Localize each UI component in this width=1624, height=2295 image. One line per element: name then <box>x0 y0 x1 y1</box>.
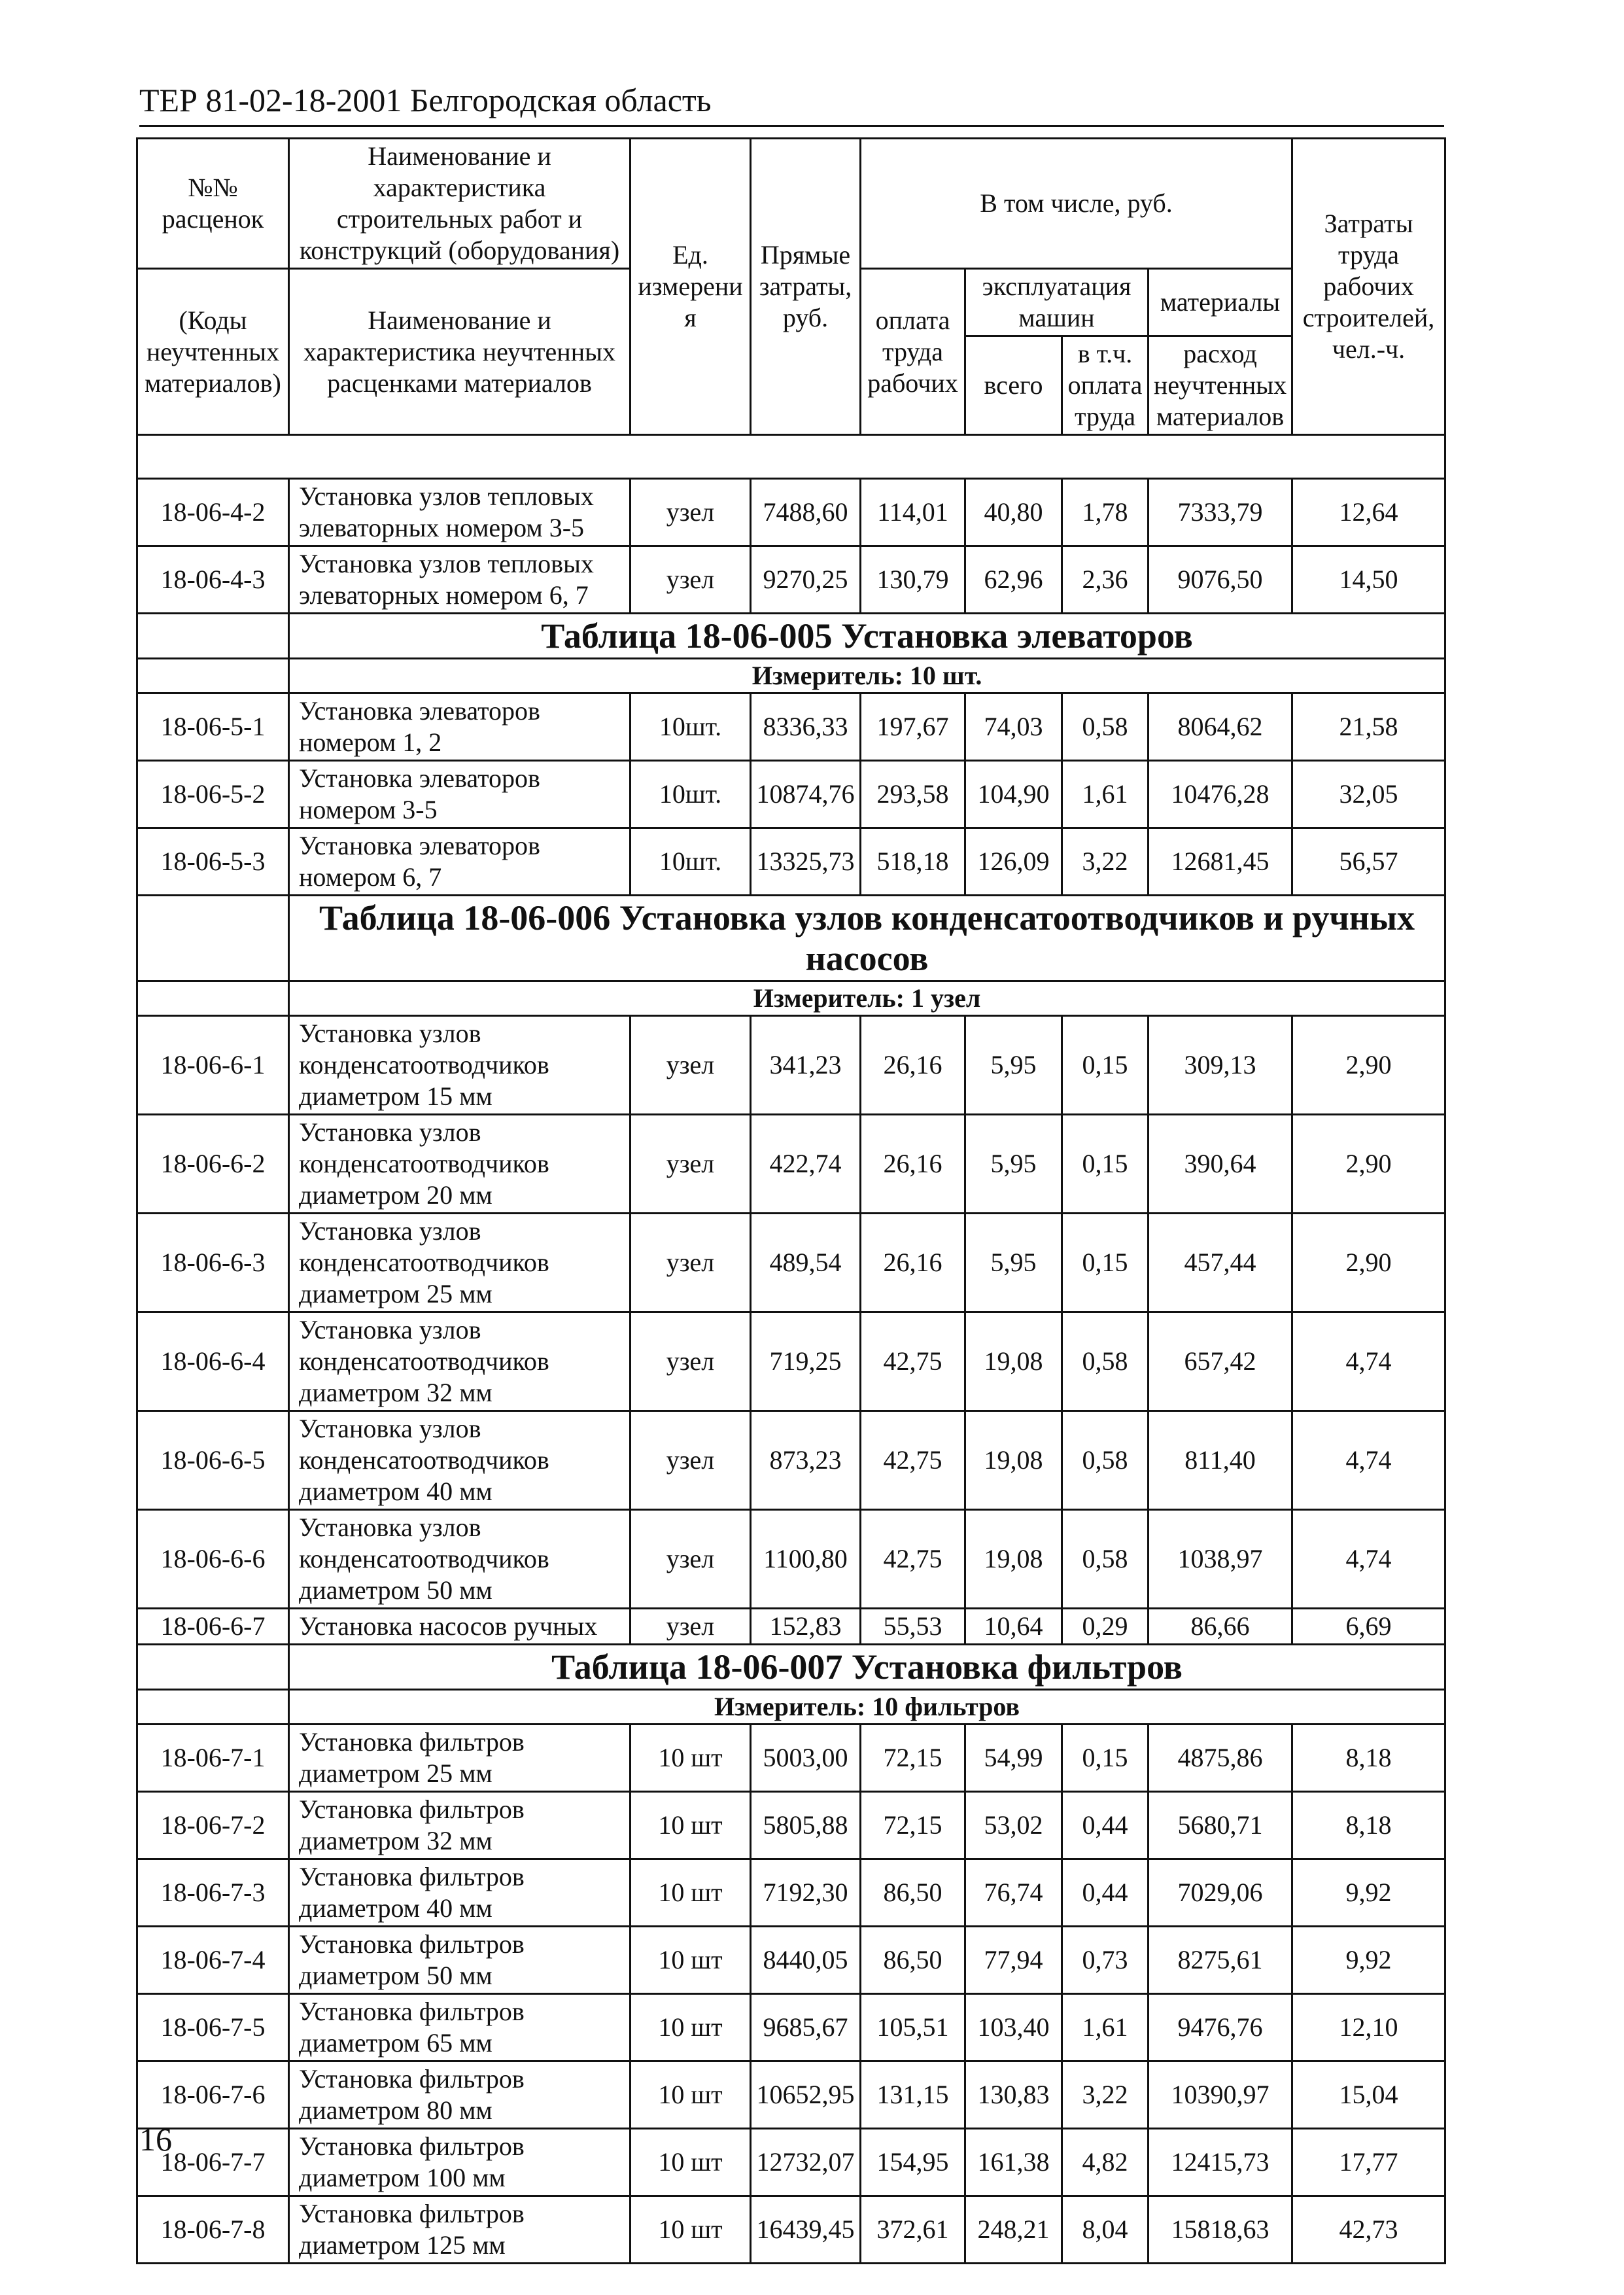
labor-cost: 2,90 <box>1292 1115 1445 1214</box>
wages: 86,50 <box>861 1927 965 1994</box>
labor-cost: 12,64 <box>1292 479 1445 546</box>
materials: 12681,45 <box>1149 828 1292 896</box>
table-row <box>137 1115 1445 1214</box>
rate-code: 18-06-6-4 <box>137 1312 289 1411</box>
wages: 42,75 <box>861 1510 965 1609</box>
machines-wages: 0,15 <box>1062 1115 1149 1214</box>
materials: 457,44 <box>1149 1214 1292 1312</box>
page-number: 16 <box>139 2121 172 2158</box>
rates-table <box>136 137 1446 2264</box>
direct-cost: 13325,73 <box>751 828 861 896</box>
wages: 105,51 <box>861 1994 965 2061</box>
direct-cost: 8336,33 <box>751 693 861 761</box>
work-name: Установка насосов ручных <box>289 1609 631 1645</box>
machines-wages: 0,15 <box>1062 1016 1149 1115</box>
work-name: Установка фильтров диаметром 125 мм <box>289 2196 631 2264</box>
table-row <box>137 1312 1445 1411</box>
rate-code: 18-06-6-5 <box>137 1411 289 1510</box>
direct-cost: 7488,60 <box>751 479 861 546</box>
machines-total: 54,99 <box>965 1725 1062 1792</box>
materials: 5680,71 <box>1149 1792 1292 1859</box>
wages: 518,18 <box>861 828 965 896</box>
page-header <box>139 77 1444 123</box>
labor-cost: 6,69 <box>1292 1609 1445 1645</box>
labor-cost: 21,58 <box>1292 693 1445 761</box>
wages: 72,15 <box>861 1792 965 1859</box>
materials: 10476,28 <box>1149 761 1292 828</box>
machines-wages: 1,61 <box>1062 1994 1149 2061</box>
machines-total: 161,38 <box>965 2129 1062 2196</box>
materials: 1038,97 <box>1149 1510 1292 1609</box>
table-title: Таблица 18-06-006 Установка узлов конденсатоотводчиков и ручных насосов <box>289 896 1445 981</box>
header-rule <box>139 125 1444 127</box>
unit: 10 шт <box>631 1994 751 2061</box>
unit: 10 шт <box>631 1859 751 1927</box>
machines-wages: 0,15 <box>1062 1214 1149 1312</box>
materials: 8275,61 <box>1149 1927 1292 1994</box>
wages: 372,61 <box>861 2196 965 2264</box>
labor-cost: 17,77 <box>1292 2129 1445 2196</box>
table-row <box>137 1994 1445 2061</box>
work-name: Установка узлов конденсатоотводчиков диаметром 32 мм <box>289 1312 631 1411</box>
table-title-blank-cell <box>137 896 289 981</box>
header-spacer-row <box>137 435 1445 479</box>
unit: узел <box>631 1016 751 1115</box>
col-labor-header: Затраты труда рабочих строителей, чел.-ч. <box>1292 139 1445 435</box>
col-materials-usage-header: расход неучтенных материалов <box>1149 336 1292 435</box>
table-row <box>137 1725 1445 1792</box>
wages: 42,75 <box>861 1312 965 1411</box>
labor-cost: 32,05 <box>1292 761 1445 828</box>
direct-cost: 8440,05 <box>751 1927 861 1994</box>
direct-cost: 489,54 <box>751 1214 861 1312</box>
col-direct-header: Прямые затраты, руб. <box>751 139 861 435</box>
machines-total: 5,95 <box>965 1214 1062 1312</box>
header-spacer-cell <box>137 435 1445 479</box>
labor-cost: 2,90 <box>1292 1016 1445 1115</box>
work-name: Установка фильтров диаметром 80 мм <box>289 2061 631 2129</box>
work-name: Установка фильтров диаметром 25 мм <box>289 1725 631 1792</box>
machines-wages: 2,36 <box>1062 546 1149 614</box>
direct-cost: 9685,67 <box>751 1994 861 2061</box>
rate-code: 18-06-7-2 <box>137 1792 289 1859</box>
rate-code: 18-06-7-1 <box>137 1725 289 1792</box>
machines-total: 19,08 <box>965 1510 1062 1609</box>
wages: 42,75 <box>861 1411 965 1510</box>
wages: 86,50 <box>861 1859 965 1927</box>
measure-blank-cell <box>137 1690 289 1725</box>
wages: 55,53 <box>861 1609 965 1645</box>
direct-cost: 341,23 <box>751 1016 861 1115</box>
machines-total: 74,03 <box>965 693 1062 761</box>
unit: 10шт. <box>631 828 751 896</box>
table-row <box>137 1609 1445 1645</box>
rate-code: 18-06-4-3 <box>137 546 289 614</box>
unit: узел <box>631 1312 751 1411</box>
measure-row <box>137 659 1445 693</box>
work-name: Установка узлов тепловых элеваторных номером 6, 7 <box>289 546 631 614</box>
rate-code: 18-06-5-2 <box>137 761 289 828</box>
rate-code: 18-06-7-4 <box>137 1927 289 1994</box>
unit: 10шт. <box>631 693 751 761</box>
table-title: Таблица 18-06-005 Установка элеваторов <box>289 614 1445 659</box>
labor-cost: 9,92 <box>1292 1859 1445 1927</box>
table-row <box>137 1927 1445 1994</box>
table-row <box>137 1792 1445 1859</box>
rate-code: 18-06-7-8 <box>137 2196 289 2264</box>
work-name: Установка фильтров диаметром 65 мм <box>289 1994 631 2061</box>
materials: 390,64 <box>1149 1115 1292 1214</box>
rate-code: 18-06-7-6 <box>137 2061 289 2129</box>
machines-total: 126,09 <box>965 828 1062 896</box>
machines-wages: 0,29 <box>1062 1609 1149 1645</box>
col-incl-header: В том числе, руб. <box>861 139 1292 269</box>
rate-code: 18-06-6-6 <box>137 1510 289 1609</box>
measure-unit: Измеритель: 10 фильтров <box>289 1690 1445 1725</box>
col-code-alt-header: (Коды неучтенных материалов) <box>137 269 289 435</box>
table-row <box>137 2196 1445 2264</box>
wages: 197,67 <box>861 693 965 761</box>
labor-cost: 4,74 <box>1292 1312 1445 1411</box>
unit: 10 шт <box>631 2129 751 2196</box>
wages: 131,15 <box>861 2061 965 2129</box>
labor-cost: 14,50 <box>1292 546 1445 614</box>
machines-total: 19,08 <box>965 1312 1062 1411</box>
machines-total: 104,90 <box>965 761 1062 828</box>
labor-cost: 4,74 <box>1292 1411 1445 1510</box>
col-code-header: №№ расценок <box>137 139 289 269</box>
wages: 293,58 <box>861 761 965 828</box>
materials: 4875,86 <box>1149 1725 1292 1792</box>
machines-wages: 0,58 <box>1062 1510 1149 1609</box>
rate-code: 18-06-5-1 <box>137 693 289 761</box>
machines-total: 76,74 <box>965 1859 1062 1927</box>
direct-cost: 10652,95 <box>751 2061 861 2129</box>
work-name: Установка фильтров диаметром 32 мм <box>289 1792 631 1859</box>
labor-cost: 56,57 <box>1292 828 1445 896</box>
col-name-alt-header: Наименование и характеристика неучтенных расценками материалов <box>289 269 631 435</box>
direct-cost: 5003,00 <box>751 1725 861 1792</box>
machines-total: 103,40 <box>965 1994 1062 2061</box>
work-name: Установка узлов конденсатоотводчиков диаметром 20 мм <box>289 1115 631 1214</box>
table-title-row <box>137 614 1445 659</box>
unit: узел <box>631 1510 751 1609</box>
unit: 10 шт <box>631 1927 751 1994</box>
table-row <box>137 1016 1445 1115</box>
materials: 8064,62 <box>1149 693 1292 761</box>
machines-total: 5,95 <box>965 1115 1062 1214</box>
table-row <box>137 761 1445 828</box>
direct-cost: 422,74 <box>751 1115 861 1214</box>
materials: 86,66 <box>1149 1609 1292 1645</box>
wages: 26,16 <box>861 1115 965 1214</box>
unit: 10 шт <box>631 2061 751 2129</box>
table-title-blank-cell <box>137 1645 289 1690</box>
table-row <box>137 1411 1445 1510</box>
measure-unit: Измеритель: 1 узел <box>289 981 1445 1016</box>
labor-cost: 12,10 <box>1292 1994 1445 2061</box>
machines-wages: 3,22 <box>1062 2061 1149 2129</box>
machines-wages: 0,15 <box>1062 1725 1149 1792</box>
materials: 9076,50 <box>1149 546 1292 614</box>
col-wages-header: оплата труда рабочих <box>861 269 965 435</box>
work-name: Установка элеваторов номером 1, 2 <box>289 693 631 761</box>
machines-total: 130,83 <box>965 2061 1062 2129</box>
machines-wages: 0,58 <box>1062 1312 1149 1411</box>
work-name: Установка фильтров диаметром 100 мм <box>289 2129 631 2196</box>
unit: узел <box>631 1115 751 1214</box>
table-title-row <box>137 896 1445 981</box>
labor-cost: 15,04 <box>1292 2061 1445 2129</box>
machines-wages: 0,44 <box>1062 1792 1149 1859</box>
measure-row <box>137 981 1445 1016</box>
materials: 7029,06 <box>1149 1859 1292 1927</box>
direct-cost: 16439,45 <box>751 2196 861 2264</box>
work-name: Установка узлов конденсатоотводчиков диаметром 15 мм <box>289 1016 631 1115</box>
materials: 12415,73 <box>1149 2129 1292 2196</box>
machines-total: 248,21 <box>965 2196 1062 2264</box>
machines-wages: 4,82 <box>1062 2129 1149 2196</box>
work-name: Установка узлов тепловых элеваторных номером 3-5 <box>289 479 631 546</box>
machines-total: 77,94 <box>965 1927 1062 1994</box>
materials: 7333,79 <box>1149 479 1292 546</box>
header-row-1 <box>137 139 1445 269</box>
work-name: Установка узлов конденсатоотводчиков диаметром 50 мм <box>289 1510 631 1609</box>
machines-wages: 8,04 <box>1062 2196 1149 2264</box>
col-machines-total-header: всего <box>965 336 1062 435</box>
rate-code: 18-06-6-1 <box>137 1016 289 1115</box>
rate-code: 18-06-5-3 <box>137 828 289 896</box>
unit: узел <box>631 1609 751 1645</box>
direct-cost: 719,25 <box>751 1312 861 1411</box>
col-unit-header: Ед. измерения <box>631 139 751 435</box>
wages: 72,15 <box>861 1725 965 1792</box>
work-name: Установка элеваторов номером 3-5 <box>289 761 631 828</box>
labor-cost: 8,18 <box>1292 1725 1445 1792</box>
direct-cost: 7192,30 <box>751 1859 861 1927</box>
direct-cost: 152,83 <box>751 1609 861 1645</box>
unit: узел <box>631 1411 751 1510</box>
table-row <box>137 1214 1445 1312</box>
table-title-blank-cell <box>137 614 289 659</box>
machines-wages: 0,58 <box>1062 693 1149 761</box>
wages: 130,79 <box>861 546 965 614</box>
direct-cost: 12732,07 <box>751 2129 861 2196</box>
unit: узел <box>631 546 751 614</box>
machines-total: 40,80 <box>965 479 1062 546</box>
labor-cost: 8,18 <box>1292 1792 1445 1859</box>
unit: узел <box>631 479 751 546</box>
direct-cost: 1100,80 <box>751 1510 861 1609</box>
rate-code: 18-06-4-2 <box>137 479 289 546</box>
materials: 10390,97 <box>1149 2061 1292 2129</box>
table-title-row <box>137 1645 1445 1690</box>
machines-total: 19,08 <box>965 1411 1062 1510</box>
table-row <box>137 2061 1445 2129</box>
machines-total: 5,95 <box>965 1016 1062 1115</box>
measure-row <box>137 1690 1445 1725</box>
rate-code: 18-06-6-7 <box>137 1609 289 1645</box>
wages: 114,01 <box>861 479 965 546</box>
labor-cost: 9,92 <box>1292 1927 1445 1994</box>
wages: 26,16 <box>861 1214 965 1312</box>
rates-table-body <box>137 139 1445 2264</box>
unit: 10 шт <box>631 1792 751 1859</box>
materials: 811,40 <box>1149 1411 1292 1510</box>
labor-cost: 42,73 <box>1292 2196 1445 2264</box>
measure-blank-cell <box>137 981 289 1016</box>
work-name: Установка узлов конденсатоотводчиков диаметром 25 мм <box>289 1214 631 1312</box>
rate-code: 18-06-6-3 <box>137 1214 289 1312</box>
table-row <box>137 1510 1445 1609</box>
table-row <box>137 1859 1445 1927</box>
work-name: Установка фильтров диаметром 40 мм <box>289 1859 631 1927</box>
table-row <box>137 479 1445 546</box>
machines-wages: 3,22 <box>1062 828 1149 896</box>
rate-code: 18-06-7-5 <box>137 1994 289 2061</box>
direct-cost: 10874,76 <box>751 761 861 828</box>
work-name: Установка элеваторов номером 6, 7 <box>289 828 631 896</box>
rate-code: 18-06-6-2 <box>137 1115 289 1214</box>
machines-wages: 0,58 <box>1062 1411 1149 1510</box>
machines-wages: 0,73 <box>1062 1927 1149 1994</box>
materials: 9476,76 <box>1149 1994 1292 2061</box>
col-materials-header: материалы <box>1149 269 1292 336</box>
unit: 10шт. <box>631 761 751 828</box>
machines-total: 53,02 <box>965 1792 1062 1859</box>
materials: 309,13 <box>1149 1016 1292 1115</box>
table-title: Таблица 18-06-007 Установка фильтров <box>289 1645 1445 1690</box>
measure-blank-cell <box>137 659 289 693</box>
col-machines-wages-header: в т.ч. оплата труда <box>1062 336 1149 435</box>
wages: 154,95 <box>861 2129 965 2196</box>
measure-unit: Измеритель: 10 шт. <box>289 659 1445 693</box>
col-name-header: Наименование и характеристика строительных работ и конструкций (оборудования) <box>289 139 631 269</box>
machines-total: 62,96 <box>965 546 1062 614</box>
materials: 15818,63 <box>1149 2196 1292 2264</box>
machines-wages: 1,61 <box>1062 761 1149 828</box>
table-row <box>137 693 1445 761</box>
labor-cost: 4,74 <box>1292 1510 1445 1609</box>
col-machines-header: эксплуатация машин <box>965 269 1149 336</box>
direct-cost: 5805,88 <box>751 1792 861 1859</box>
materials: 657,42 <box>1149 1312 1292 1411</box>
rate-code: 18-06-7-3 <box>137 1859 289 1927</box>
work-name: Установка фильтров диаметром 50 мм <box>289 1927 631 1994</box>
document-title: ТЕР 81-02-18-2001 Белгородская область <box>139 82 712 118</box>
wages: 26,16 <box>861 1016 965 1115</box>
table-row <box>137 546 1445 614</box>
direct-cost: 9270,25 <box>751 546 861 614</box>
table-row <box>137 828 1445 896</box>
unit: 10 шт <box>631 2196 751 2264</box>
table-row <box>137 2129 1445 2196</box>
rate-code: 18-06-7-7 <box>137 2129 289 2196</box>
machines-wages: 0,44 <box>1062 1859 1149 1927</box>
machines-wages: 1,78 <box>1062 479 1149 546</box>
unit: узел <box>631 1214 751 1312</box>
labor-cost: 2,90 <box>1292 1214 1445 1312</box>
direct-cost: 873,23 <box>751 1411 861 1510</box>
unit: 10 шт <box>631 1725 751 1792</box>
work-name: Установка узлов конденсатоотводчиков диаметром 40 мм <box>289 1411 631 1510</box>
machines-total: 10,64 <box>965 1609 1062 1645</box>
